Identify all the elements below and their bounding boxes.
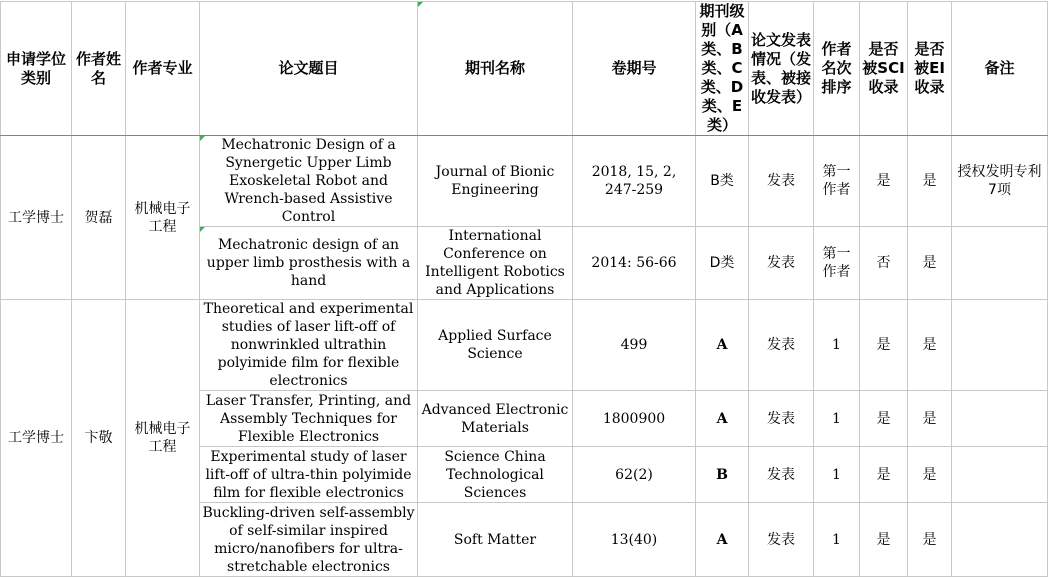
cell-remarks[interactable]	[952, 503, 1048, 577]
cell-publish-status[interactable]: 发表	[749, 503, 814, 577]
cell-author-rank[interactable]: 1	[814, 503, 860, 577]
cell-paper-title[interactable]: Buckling-driven self-assembly of self-similar inspired micro/nanofibers for ultra-stretchable electronics	[200, 503, 418, 577]
header-publish-status[interactable]: 论文发表情况（发表、被接收发表）	[749, 2, 814, 136]
header-journal-name[interactable]: 期刊名称	[418, 2, 573, 136]
cell-publish-status[interactable]: 发表	[749, 300, 814, 391]
cell-publish-status[interactable]: 发表	[749, 391, 814, 447]
cell-journal-level[interactable]: A	[696, 503, 749, 577]
cell-degree-type[interactable]: 工学博士	[1, 136, 72, 300]
cell-sci-indexed[interactable]: 是	[860, 136, 908, 227]
cell-journal-level[interactable]: A	[696, 391, 749, 447]
cell-volume-issue[interactable]: 2018, 15, 2, 247-259	[573, 136, 696, 227]
cell-sci-indexed[interactable]: 是	[860, 503, 908, 577]
cell-author-rank[interactable]: 1	[814, 391, 860, 447]
cell-publish-status[interactable]: 发表	[749, 227, 814, 300]
cell-sci-indexed[interactable]: 是	[860, 391, 908, 447]
publication-table	[0, 1, 1048, 577]
cell-publish-status[interactable]: 发表	[749, 136, 814, 227]
cell-volume-issue[interactable]: 62(2)	[573, 447, 696, 503]
cell-volume-issue[interactable]: 2014: 56-66	[573, 227, 696, 300]
cell-remarks[interactable]	[952, 300, 1048, 391]
cell-paper-title[interactable]: Theoretical and experimental studies of laser lift-off of nonwrinkled ultrathin polyimide film for flexible electronics	[200, 300, 418, 391]
cell-author-rank[interactable]: 1	[814, 447, 860, 503]
cell-journal-name[interactable]: Journal of Bionic Engineering	[418, 136, 573, 227]
cell-publish-status[interactable]: 发表	[749, 447, 814, 503]
cell-ei-indexed[interactable]: 是	[908, 136, 952, 227]
header-degree-type[interactable]: 申请学位类别	[1, 2, 72, 136]
cell-ei-indexed[interactable]: 是	[908, 503, 952, 577]
table-row	[1, 136, 1048, 227]
header-author-rank[interactable]: 作者名次排序	[814, 2, 860, 136]
cell-volume-issue[interactable]: 13(40)	[573, 503, 696, 577]
cell-sci-indexed[interactable]: 是	[860, 447, 908, 503]
cell-journal-name[interactable]: Science China Technological Sciences	[418, 447, 573, 503]
cell-paper-title[interactable]: Mechatronic Design of a Synergetic Upper Limb Exoskeletal Robot and Wrench-based Assistive Control	[200, 136, 418, 227]
cell-ei-indexed[interactable]: 是	[908, 391, 952, 447]
header-author-name[interactable]: 作者姓名	[72, 2, 126, 136]
cell-author-major[interactable]: 机械电子工程	[126, 136, 200, 300]
cell-journal-name[interactable]: Soft Matter	[418, 503, 573, 577]
cell-journal-level[interactable]: D类	[696, 227, 749, 300]
table-row	[1, 300, 1048, 391]
cell-remarks[interactable]	[952, 391, 1048, 447]
header-journal-level[interactable]: 期刊级别（A类、B类、C类、D类、E类）	[696, 2, 749, 136]
cell-paper-title[interactable]: Experimental study of laser lift-off of ultra-thin polyimide film for flexible electronics	[200, 447, 418, 503]
cell-ei-indexed[interactable]: 是	[908, 447, 952, 503]
header-remarks[interactable]: 备注	[952, 2, 1048, 136]
cell-volume-issue[interactable]: 1800900	[573, 391, 696, 447]
header-ei-indexed[interactable]: 是否被EI收录	[908, 2, 952, 136]
cell-author-rank[interactable]: 第一作者	[814, 227, 860, 300]
header-sci-indexed[interactable]: 是否被SCI收录	[860, 2, 908, 136]
header-author-major[interactable]: 作者专业	[126, 2, 200, 136]
cell-sci-indexed[interactable]: 否	[860, 227, 908, 300]
cell-journal-level[interactable]: B	[696, 447, 749, 503]
cell-author-name[interactable]: 贺磊	[72, 136, 126, 300]
cell-journal-name[interactable]: Applied Surface Science	[418, 300, 573, 391]
cell-sci-indexed[interactable]: 是	[860, 300, 908, 391]
cell-journal-name[interactable]: Advanced Electronic Materials	[418, 391, 573, 447]
cell-author-major[interactable]: 机械电子工程	[126, 300, 200, 577]
cell-ei-indexed[interactable]: 是	[908, 227, 952, 300]
cell-author-name[interactable]: 卞敬	[72, 300, 126, 577]
header-row	[1, 2, 1048, 136]
cell-journal-name[interactable]: International Conference on Intelligent Robotics and Applications	[418, 227, 573, 300]
cell-paper-title[interactable]: Mechatronic design of an upper limb prosthesis with a hand	[200, 227, 418, 300]
cell-author-rank[interactable]: 第一作者	[814, 136, 860, 227]
cell-author-rank[interactable]: 1	[814, 300, 860, 391]
cell-remarks[interactable]: 授权发明专利7项	[952, 136, 1048, 227]
cell-degree-type[interactable]: 工学博士	[1, 300, 72, 577]
cell-remarks[interactable]	[952, 447, 1048, 503]
cell-paper-title[interactable]: Laser Transfer, Printing, and Assembly Techniques for Flexible Electronics	[200, 391, 418, 447]
cell-ei-indexed[interactable]: 是	[908, 300, 952, 391]
header-paper-title[interactable]: 论文题目	[200, 2, 418, 136]
cell-journal-level[interactable]: B类	[696, 136, 749, 227]
header-volume-issue[interactable]: 卷期号	[573, 2, 696, 136]
cell-journal-level[interactable]: A	[696, 300, 749, 391]
cell-volume-issue[interactable]: 499	[573, 300, 696, 391]
cell-remarks[interactable]	[952, 227, 1048, 300]
